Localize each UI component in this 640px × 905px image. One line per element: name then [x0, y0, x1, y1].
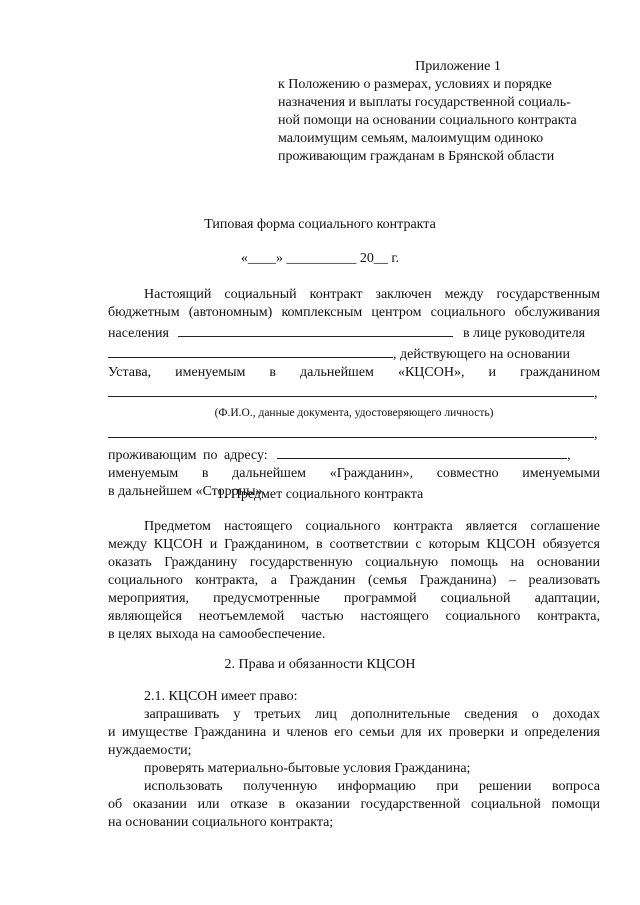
address-blank	[277, 444, 567, 459]
organization-blank	[178, 322, 453, 337]
appendix-line: ной помощи на основании социального контракта	[278, 113, 577, 128]
citizen-blank	[108, 382, 594, 397]
intro-paragraph	[108, 286, 600, 501]
intro-line-organization: населения в лице руководителя	[108, 322, 600, 343]
section-1-line: Предметом настоящего социального контракта является соглашение	[144, 519, 600, 534]
appendix-header	[278, 58, 608, 166]
section-2-item1-line: нуждаемости;	[108, 743, 192, 758]
section-2-item1-line: запрашивать у третьих лиц дополнительные сведения о доходах	[144, 707, 600, 722]
document-title: Типовая форма социального контракта	[204, 217, 436, 232]
section-1-line: в целях выхода на самообеспечение.	[108, 627, 326, 642]
section-1-title: 1. Предмет социального контракта	[216, 487, 424, 502]
intro-line: Настоящий социальный контракт заключен между государственным	[144, 287, 600, 302]
citizen-name-line: ,	[108, 382, 600, 403]
appendix-heading: Приложение 1	[415, 59, 501, 74]
section-1-line: социального контракта, а Гражданин (семья Гражданина) – реализовать	[108, 573, 600, 588]
director-blank	[108, 343, 393, 358]
appendix-line: к Положению о размерах, условиях и порядке	[278, 77, 552, 92]
appendix-line: проживающим гражданам в Брянской области	[278, 149, 555, 164]
citizen-extra-line: ,	[108, 423, 600, 444]
appendix-line: назначения и выплаты государственной социаль-	[278, 95, 571, 110]
section-2-item3-line: об оказании или отказе в оказании государственной социальной помощи	[108, 797, 600, 812]
intro-line: именуемым в дальнейшем «Гражданин», совместно именуемыми	[108, 466, 600, 481]
citizen-extra-blank	[108, 423, 594, 438]
address-line: проживающим по адресу: ,	[108, 444, 600, 465]
section-2-subheading: 2.1. КЦСОН имеет право:	[144, 689, 298, 704]
section-2-item2: проверять материально-бытовые условия Гражданина;	[144, 761, 471, 776]
section-1-line: являющейся неотъемлемой частью настоящего социального контракта,	[108, 609, 600, 624]
intro-line-director: , действующего на основании	[108, 343, 600, 364]
intro-line: в дальнейшем «Стороны».	[108, 484, 266, 499]
section-2-item3-line: на основании социального контракта;	[108, 815, 334, 830]
date-line: «____» __________ 20__ г.	[240, 251, 400, 266]
section-1-paragraph	[108, 518, 600, 644]
section-2-title: 2. Права и обязанности КЦСОН	[224, 657, 416, 672]
section-2-item1-line: и имуществе Гражданина и членов его семьи для их проверки и определения	[108, 725, 600, 740]
section-2-paragraph	[108, 688, 600, 832]
intro-line: бюджетным (автономным) комплексным центром социального обслуживания	[108, 305, 600, 320]
section-2-item3-line: использовать полученную информацию при решении вопроса	[144, 779, 600, 794]
intro-line-charter: Устава, именуемым в дальнейшем «КЦСОН», и гражданином	[108, 365, 601, 380]
section-1-line: между КЦСОН и Гражданином, в соответствии с которым КЦСОН обязуется	[108, 537, 600, 552]
citizen-caption: (Ф.И.О., данные документа, удостоверяющего личность)	[214, 407, 494, 419]
section-1-line: мероприятия, предусмотренные программой социальной адаптации,	[108, 591, 600, 606]
section-1-line: оказать Гражданину государственную социальную помощь на основании	[108, 555, 600, 570]
appendix-line: малоимущим семьям, малоимущим одиноко	[278, 131, 544, 146]
